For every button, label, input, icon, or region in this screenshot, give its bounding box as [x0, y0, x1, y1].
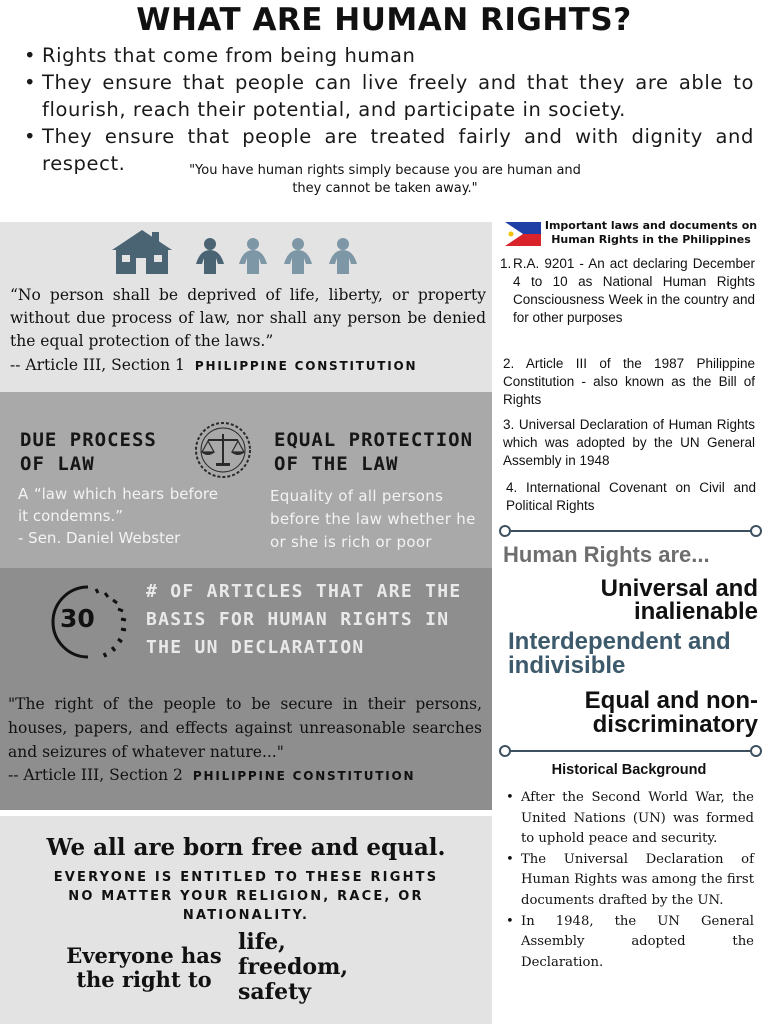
philippine-flag-icon — [505, 222, 541, 246]
intro-bullet-list — [24, 42, 754, 177]
rights-list — [238, 930, 438, 1005]
intro-bullet: • They ensure that people are treated fairly and with dignity and respect. — [24, 123, 754, 177]
section-divider — [505, 530, 755, 532]
history-item: • After the Second World War, the United Nations (UN) was formed to uphold peace and security. — [504, 788, 754, 850]
born-free-heading: We all are born free and equal. — [46, 834, 446, 861]
history-heading: Historical Background — [551, 762, 707, 778]
article3-section1-citation — [10, 356, 490, 374]
articles-count-text: # OF ARTICLES THAT ARE THE BASIS FOR HUMAN RIGHTS IN THE UN DECLARATION — [146, 581, 462, 658]
rights-interdependent: Interdependent and indivisible — [508, 628, 731, 679]
divider-dot — [499, 745, 511, 757]
laws-heading: Important laws and documents on Human Rights in the Philippines — [544, 219, 758, 246]
right-item: life, — [238, 929, 286, 955]
citation-source: PHILIPPINE CONSTITUTION — [192, 769, 416, 783]
house-icon — [112, 230, 172, 274]
history-list — [504, 788, 754, 973]
citation-text: -- Article III, Section 2 — [8, 766, 183, 784]
intro-bullet: • They ensure that people can live freely and that they are able to flourish, reach their potential, and participate in society. — [24, 69, 754, 123]
intro-quote: "You have human rights simply because you are human and they cannot be taken away." — [189, 163, 581, 196]
article3-section1-quote: “No person shall be deprived of life, liberty, or property without due process of law, nor shall any person be denied the equal protection of the laws.” — [10, 286, 486, 350]
law-number: 3. — [503, 417, 515, 432]
law-text: Universal Declaration of Human Rights which was adopted by the UN General Assembly in 1948 — [503, 417, 755, 468]
equal-protection-text: Equality of all persons before the law whether he or she is rich or poor — [270, 487, 476, 551]
law-text: Article III of the 1987 Philippine Constitution - also known as the Bill of Rights — [503, 356, 755, 407]
due-process-author: - Sen. Daniel Webster — [18, 529, 181, 547]
law-item — [500, 255, 755, 327]
scales-of-justice-icon — [188, 420, 258, 480]
law-text: R.A. 9201 - An act declaring December 4 to 10 as National Human Rights Consciousness Week in the country and for other purposes — [513, 256, 755, 325]
page-title: WHAT ARE HUMAN RIGHTS? — [136, 2, 632, 38]
house-and-people-illustration — [110, 228, 370, 278]
born-free-subtext: EVERYONE IS ENTITLED TO THESE RIGHTS NO MATTER YOUR RELIGION, RACE, OR NATIONALITY. — [53, 870, 439, 923]
scallop-edge — [0, 806, 492, 822]
right-item: freedom, — [238, 954, 349, 980]
article3-section2-citation — [8, 766, 488, 784]
divider-dot — [750, 525, 762, 537]
citation-text: -- Article III, Section 1 — [10, 356, 185, 374]
people-icon — [196, 238, 224, 274]
history-item: • The Universal Declaration of Human Rights was among the first documents drafted by the UN. — [504, 850, 754, 912]
right-to-label: Everyone has the right to — [66, 943, 222, 992]
article3-section2-quote: "The right of the people to be secure in their persons, houses, papers, and effects against unreasonable searches and seizures of whatever nature..." — [8, 695, 482, 761]
due-process-heading: DUE PROCESS OF LAW — [20, 429, 157, 475]
law-number: 4. — [506, 480, 518, 495]
articles-count-number: 30 — [60, 604, 95, 633]
divider-dot — [499, 525, 511, 537]
rights-are-heading: Human Rights are... — [503, 542, 710, 567]
section-divider — [505, 750, 755, 752]
citation-source: PHILIPPINE CONSTITUTION — [194, 359, 418, 373]
right-item: safety — [238, 979, 312, 1005]
law-item — [503, 355, 755, 409]
intro-bullet: • Rights that come from being human — [24, 42, 754, 69]
law-text: International Covenant on Civil and Political Rights — [506, 480, 756, 513]
law-number: 1. — [500, 256, 512, 271]
due-process-text: A “law which hears before it condemns.” — [18, 485, 218, 525]
law-item — [506, 479, 756, 515]
rights-universal: Universal and inalienable — [600, 575, 758, 625]
law-item — [503, 416, 755, 470]
equal-protection-heading: EQUAL PROTECTION OF THE LAW — [274, 429, 474, 475]
rights-equal: Equal and non-discriminatory — [584, 687, 758, 738]
law-number: 2. — [503, 356, 515, 371]
scallop-edge — [0, 210, 492, 226]
divider-dot — [750, 745, 762, 757]
history-item: • In 1948, the UN General Assembly adopted the Declaration. — [504, 912, 754, 974]
